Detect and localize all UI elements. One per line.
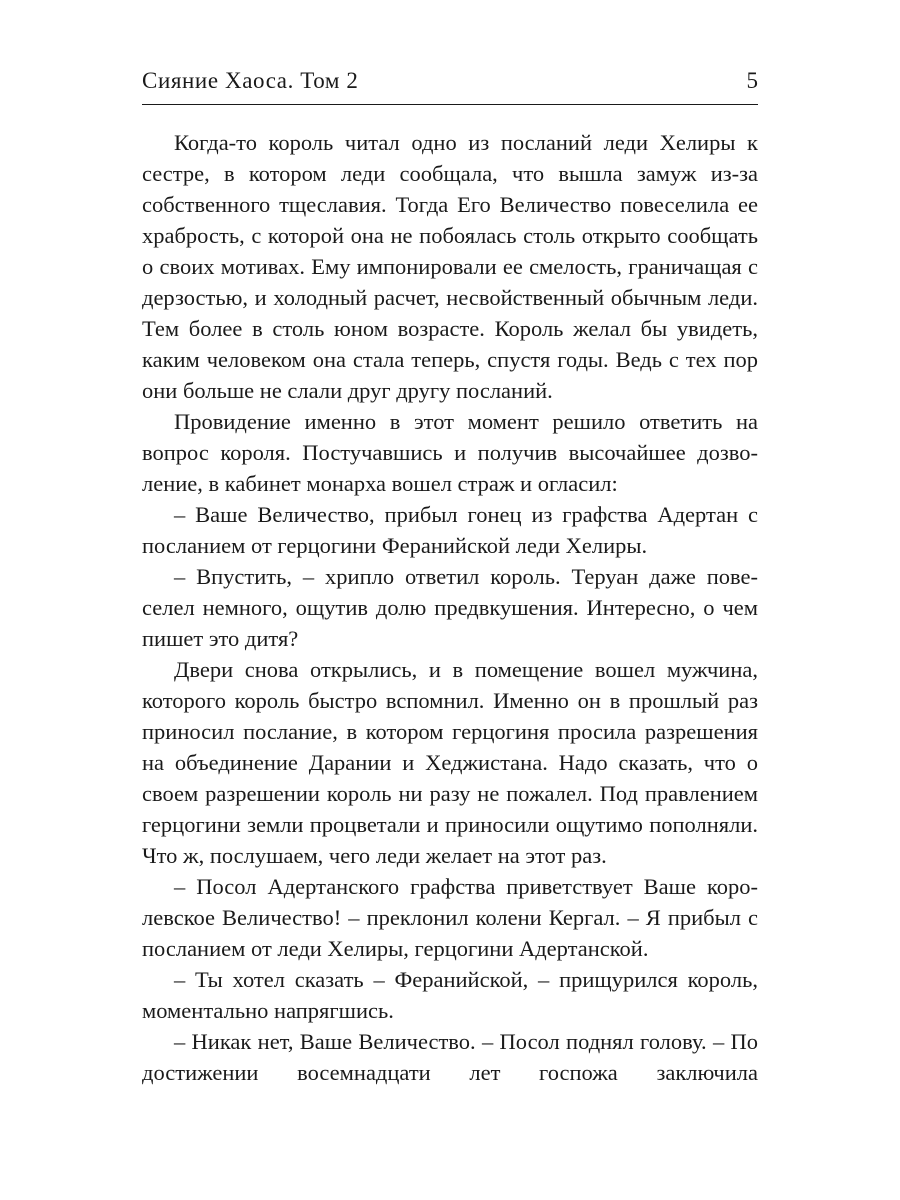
dialogue-line: – Ты хотел сказать – Феранийской, – прищурился король, моментально напрягшись. xyxy=(142,967,758,1023)
paragraph: Провидение именно в этот момент решило ответить на вопрос короля. Постучавшись и получив высочайшее дозволение, в кабинет монарха вошел страж и огласил: xyxy=(142,409,758,496)
dialogue-line: – Никак нет, Ваше Величество. – Посол поднял голову. – По достижении восемнадцати лет госпожа заключила xyxy=(142,1029,758,1085)
dialogue-line: – Впустить, – хрипло ответил король. Теруан даже повеселел немного, ощутив долю предвкушения. Интересно, о чем пишет это дитя? xyxy=(142,564,758,651)
book-title: Сияние Хаоса. Том 2 xyxy=(142,68,359,93)
page-number: 5 xyxy=(746,68,758,93)
dialogue-line: – Ваше Величество, прибыл гонец из графства Адертан с посланием от герцогини Феранийской леди Хелиры. xyxy=(142,502,758,558)
running-header xyxy=(142,64,758,105)
paragraph: Двери снова открылись, и в помещение вошел мужчина, которого король быстро вспомнил. Именно он в прошлый раз приносил послание, в котором герцогиня просила разрешения на объединение Дарании и Хеджистана. Надо сказать, что о своем разрешении король ни разу не пожалел. Под правлением герцогини земли процветали и приносили ощутимо пополняли. Что ж, послушаем, чего леди желает на этот раз. xyxy=(142,657,758,868)
paragraph: Когда-то король читал одно из посланий леди Хелиры к сестре, в котором леди сообщала, что вышла замуж из-за собственного тщеславия. Тогда Его Величество повеселила ее храбрость, с которой она не побоялась столь открыто сообщать о своих мотивах. Ему импонировали ее смелость, граничащая с дерзостью, и холодный расчет, несвойственный обычным леди. Тем более в столь юном возрасте. Король желал бы увидеть, каким человеком она стала теперь, спустя годы. Ведь с тех пор они больше не слали друг другу посланий. xyxy=(142,130,758,403)
dialogue-line: – Посол Адертанского графства приветствует Ваше королевское Величество! – преклонил колени Кергал. – Я прибыл с посланием от леди Хелиры, герцогини Адертанской. xyxy=(142,874,758,961)
book-page xyxy=(142,64,758,1154)
text-body xyxy=(142,127,758,1088)
